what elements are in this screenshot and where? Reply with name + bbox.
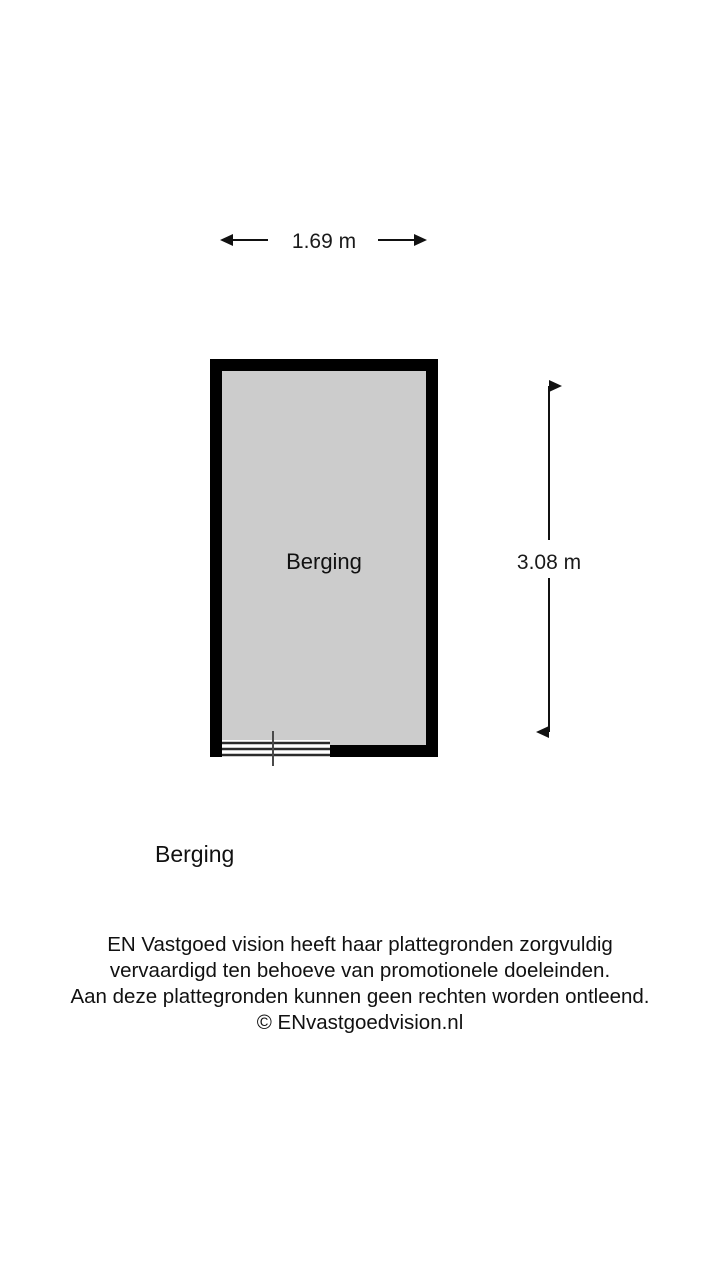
disclaimer-line-3: Aan deze plattegronden kunnen geen rechten worden ontleend. (70, 985, 650, 1008)
floorplan-caption: Berging (155, 841, 235, 867)
width-dimension (233, 230, 414, 253)
height-dimension (517, 386, 581, 732)
height-dimension-label: 3.08 m (516, 551, 582, 574)
room-name-label: Berging (286, 549, 362, 574)
disclaimer-line-1: EN Vastgoed vision heeft haar plattegronden zorgvuldig (107, 933, 613, 956)
copyright-line: © ENvastgoedvision.nl (256, 1011, 464, 1034)
room-berging (210, 359, 438, 757)
disclaimer-footer (0, 932, 720, 1036)
disclaimer-line-2: vervaardigd ten behoeve van promotionele doeleinden. (109, 959, 611, 982)
width-dimension-label: 1.69 m (291, 230, 357, 253)
